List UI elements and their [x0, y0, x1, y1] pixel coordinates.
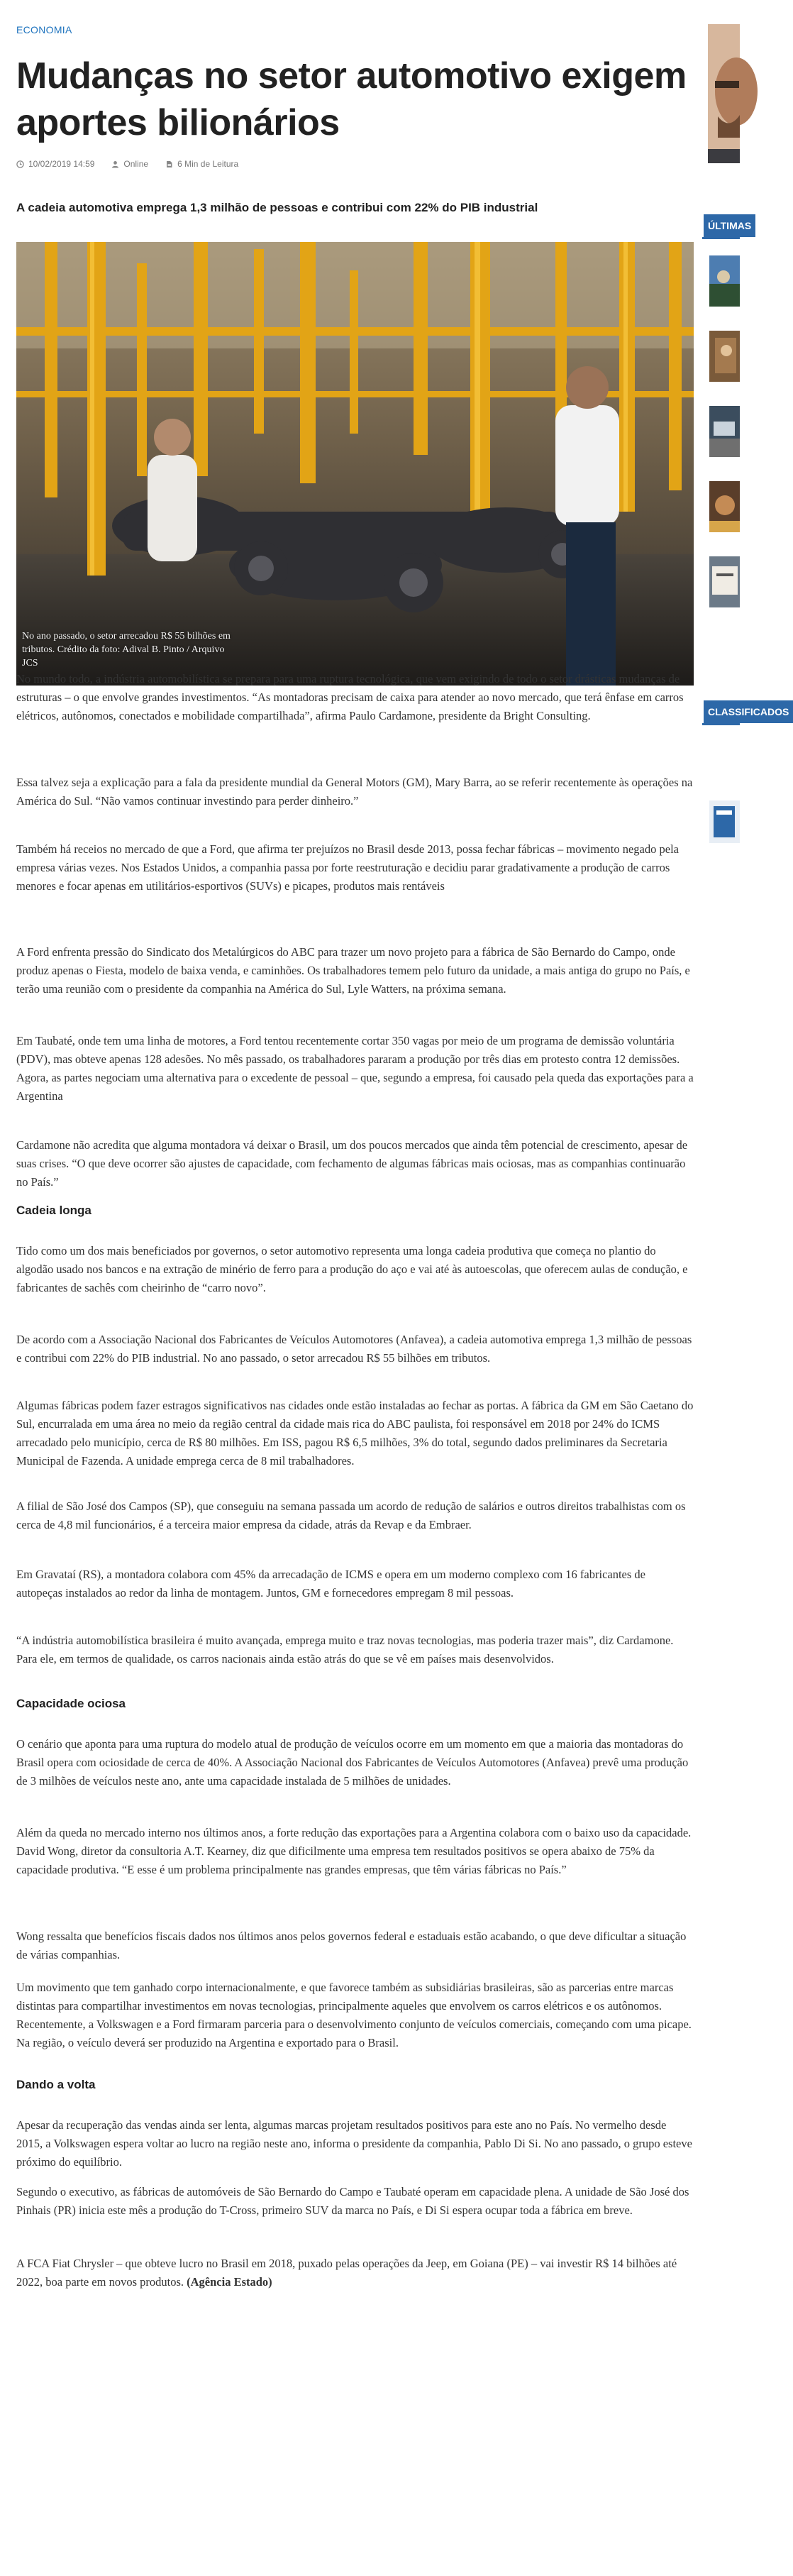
paragraph: Cardamone não acredita que alguma montadora vá deixar o Brasil, um dos poucos mercados que ainda têm potencial de crescimento, apesar de suas crises. “O que deve ocorrer são ajustes de capacidade, com fechamento de algumas fábricas mais ociosas, mas as companhias continuarão no País.”: [16, 1138, 688, 1189]
latest-thumb[interactable]: [709, 406, 740, 457]
meta-reading-time: [165, 159, 238, 169]
latest-thumb[interactable]: [709, 331, 740, 382]
paragraph-text: A FCA Fiat Chrysler – que obteve lucro no Brasil em 2018, puxado pelas operações da Jeep, em Goiana (PE) – vai investir R$ 14 bilhões até 2022, boa parte em novos produtos.: [16, 2257, 677, 2289]
paragraph: Tido como um dos mais beneficiados por governos, o setor automotivo representa uma longa cadeia produtiva que começa no plantio do algodão usado nos bancos e na extração de minério de ferro para a produção do aço e vai até às autoescolas, que oferecem aulas de condução, e fabricantes de sachês com cheirinho de “carro novo”.: [16, 1244, 688, 1294]
section-heading: Capacidade ociosa: [16, 1697, 126, 1710]
meta-date-text: 10/02/2019 14:59: [28, 159, 95, 169]
meta-author[interactable]: [111, 159, 148, 169]
image-caption: No ano passado, o setor arrecadou R$ 55 bilhões em tributos. Crédito da foto: Adival B. Pinto / Arquivo JCS: [22, 631, 231, 668]
thumb-image: [709, 331, 740, 382]
paragraph: Em Taubaté, onde tem uma linha de motores, a Ford tentou recentemente cortar 350 vagas por meio de um programa de demissão voluntária (PDV), mas obteve apenas 128 adesões. No mês passado, os trabalhadores pararam a produção por três dias em protesto contra 12 demissões. Agora, as partes negociam uma alternativa para o excedente de pessoal – que, segundo a empresa, foi causado pela queda das exportações para a Argentina: [16, 1034, 694, 1103]
latest-label: ÚLTIMAS: [704, 214, 755, 237]
latest-thumb[interactable]: [709, 556, 740, 607]
featured-image[interactable]: [16, 242, 694, 686]
factory-photo: [16, 242, 694, 686]
clock-icon: [16, 160, 24, 168]
paragraph-final: [16, 2255, 694, 2291]
section-heading: Dando a volta: [16, 2078, 96, 2091]
paragraph: No mundo todo, a indústria automobilística se prepara para uma ruptura tecnológica, que vem exigindo de todo o setor drásticas mudanças de estruturas – o que envolve grandes investimentos. “As montadoras precisam de caixa para atender ao novo mercado, que terá ênfase em carros elétricos, autônomos, conectados e mobilidade compartilhada”, afirma Paulo Cardamone, presidente da Bright Consulting.: [16, 672, 684, 722]
paragraph: Segundo o executivo, as fábricas de automóveis de São Bernardo do Campo e Taubaté operam em capacidade plena. A unidade de São José dos Pinhais (PR) inicia este mês a produção do T-Cross, primeiro SUV da marca no País, e Di Si espera ocupar toda a fábrica em breve.: [16, 2185, 689, 2217]
paragraph: Além da queda no mercado interno nos últimos anos, a forte redução das exportações para a Argentina colabora com o baixo uso da capacidade. David Wong, diretor da consultoria A.T. Kearney, diz que dificilmente uma empresa tem resultados positivos se opera abaixo de 75% da capacidade produtiva. “E esse é um problema principalmente nas grandes empresas, que têm várias fábricas no País.”: [16, 1826, 692, 1876]
thumb-image: [709, 481, 740, 532]
paragraph: “A indústria automobilística brasileira é muito avançada, emprega muito e traz novas tecnologias, mas poderia trazer mais”, diz Cardamone. Para ele, em termos de qualidade, os carros nacionais ainda estão atrás do que se vê em países mais desenvolvidos.: [16, 1634, 674, 1666]
paragraph: A filial de São José dos Campos (SP), que conseguiu na semana passada um acordo de redução de salários e outros direitos trabalhistas com os cerca de 4,8 mil funcionários, é a terceira maior empresa da cidade, atrás da Revap e da Embraer.: [16, 1499, 686, 1531]
thumb-image: [709, 406, 740, 457]
paragraph: Algumas fábricas podem fazer estragos significativos nas cidades onde estão instaladas ao fechar as portas. A fábrica da GM em São Caetano do Sul, encurralada em uma área no meio da região central da cidade mais rica do ABC paulista, foi responsável em 2018 por 24% do ICMS arrecadado pelo município, cerca de R$ 80 milhões. Em ISS, pagou R$ 6,5 milhões, 3% do total, segundo dados preliminares da Secretaria Municipal de Fazenda. A unidade emprega cerca de 8 mil trabalhadores.: [16, 1399, 694, 1468]
classifieds-label: CLASSIFICADOS: [704, 700, 793, 723]
paragraph: A Ford enfrenta pressão do Sindicato dos Metalúrgicos do ABC para trazer um novo projeto para a fábrica de São Bernardo do Campo, onde produz apenas o Fiesta, modelo de baixa venda, e caminhões. Os trabalhadores temem pelo futuro da unidade, a mais antiga do grupo no País, e terão uma reunião com o presidente da companhia na América do Sul, Lyle Watters, na próxima semana.: [16, 945, 690, 996]
meta-date: [16, 159, 94, 169]
section-heading: Cadeia longa: [16, 1204, 92, 1217]
paragraph: Apesar da recuperação das vendas ainda ser lenta, algumas marcas projetam resultados positivos para este ano no País. No vermelho desde 2015, a Volkswagen espera voltar ao lucro na região neste ano, informa o presidente da companhia, Pablo Di Si. No ano passado, o grupo esteve próximo do equilíbrio.: [16, 2118, 692, 2169]
article-meta: [16, 159, 694, 169]
latest-header: [702, 216, 752, 239]
paragraph: Em Gravataí (RS), a montadora colabora com 45% da arrecadação de ICMS e opera em um moderno complexo com 16 fabricantes de autopeças instalados ao redor da linha de montagem. Juntos, GM e fornecedores empregam 8 mil pessoas.: [16, 1568, 645, 1600]
ad-image: [709, 800, 740, 843]
classifieds-header: [702, 703, 789, 725]
meta-author-text[interactable]: Online: [123, 159, 149, 169]
columnist-avatar[interactable]: [708, 24, 740, 163]
sidebar: [702, 0, 789, 2576]
file-icon: [165, 160, 173, 168]
thumb-image: [709, 556, 740, 607]
paragraph: Wong ressalta que benefícios fiscais dados nos últimos anos pelos governos federal e estaduais estão acabando, o que deve dificultar a situação de várias companhias.: [16, 1930, 687, 1961]
paragraph: Um movimento que tem ganhado corpo internacionalmente, e que favorece também as subsidiárias brasileiras, são as parcerias entre marcas distintas para compartilhar investimentos em novas tecnologias, principalmente aqueles que envolvem os carros elétricos e os autônomos. Recentemente, a Volkswagen e a Ford firmaram parceria para o desenvolvimento conjunto de veículos comerciais, começando com uma picape. Na região, o veículo deverá ser produzido na Argentina e exportado para o Brasil.: [16, 1981, 692, 2049]
paragraph: Também há receios no mercado de que a Ford, que afirma ter prejuízos no Brasil desde 2013, possa fechar fábricas – movimento negado pela empresa várias vezes. Nos Estados Unidos, a companhia passa por forte reestruturação e decidiu parar gradativamente a produção de carros menores e focar apenas em utilitários-esportivos (SUVs) e picapes, produtos mais rentáveis: [16, 842, 679, 893]
paragraph: Essa talvez seja a explicação para a fala da presidente mundial da General Motors (GM), Mary Barra, ao se referir recentemente às operações na América do Sul. “Não vamos continuar investindo para perder dinheiro.”: [16, 776, 693, 808]
category-link[interactable]: ECONOMIA: [16, 24, 72, 35]
paragraph: De acordo com a Associação Nacional dos Fabricantes de Veículos Automotores (Anfavea), a cadeia automotiva emprega 1,3 milhão de pessoas e contribui com 22% do PIB industrial. No ano passado, o setor arrecadou R$ 55 bilhões em tributos.: [16, 1333, 692, 1365]
portrait-photo: [708, 24, 740, 163]
latest-thumb[interactable]: [709, 481, 740, 532]
article-title: Mudanças no setor automotivo exigem aportes bilionários: [16, 55, 687, 143]
article: [16, 0, 694, 686]
latest-thumb[interactable]: [709, 255, 740, 307]
source-credit: (Agência Estado): [187, 2275, 272, 2289]
paragraph: O cenário que aponta para uma ruptura do modelo atual de produção de veículos ocorre em um momento em que a maioria das montadoras do Brasil opera com ociosidade de cerca de 40%. A Associação Nacional dos Fabricantes de Veículos Automotores (Anfavea) prevê uma produção de 3 milhões de veículos neste ano, ante uma capacidade instalada de 5 milhões de unidades.: [16, 1737, 689, 1788]
classifieds-banner[interactable]: [709, 800, 740, 843]
user-icon: [111, 160, 119, 168]
meta-reading-time-text: 6 Min de Leitura: [177, 159, 239, 169]
thumb-image: [709, 255, 740, 307]
article-subtitle: A cadeia automotiva emprega 1,3 milhão de pessoas e contribui com 22% do PIB industrial: [16, 201, 538, 214]
